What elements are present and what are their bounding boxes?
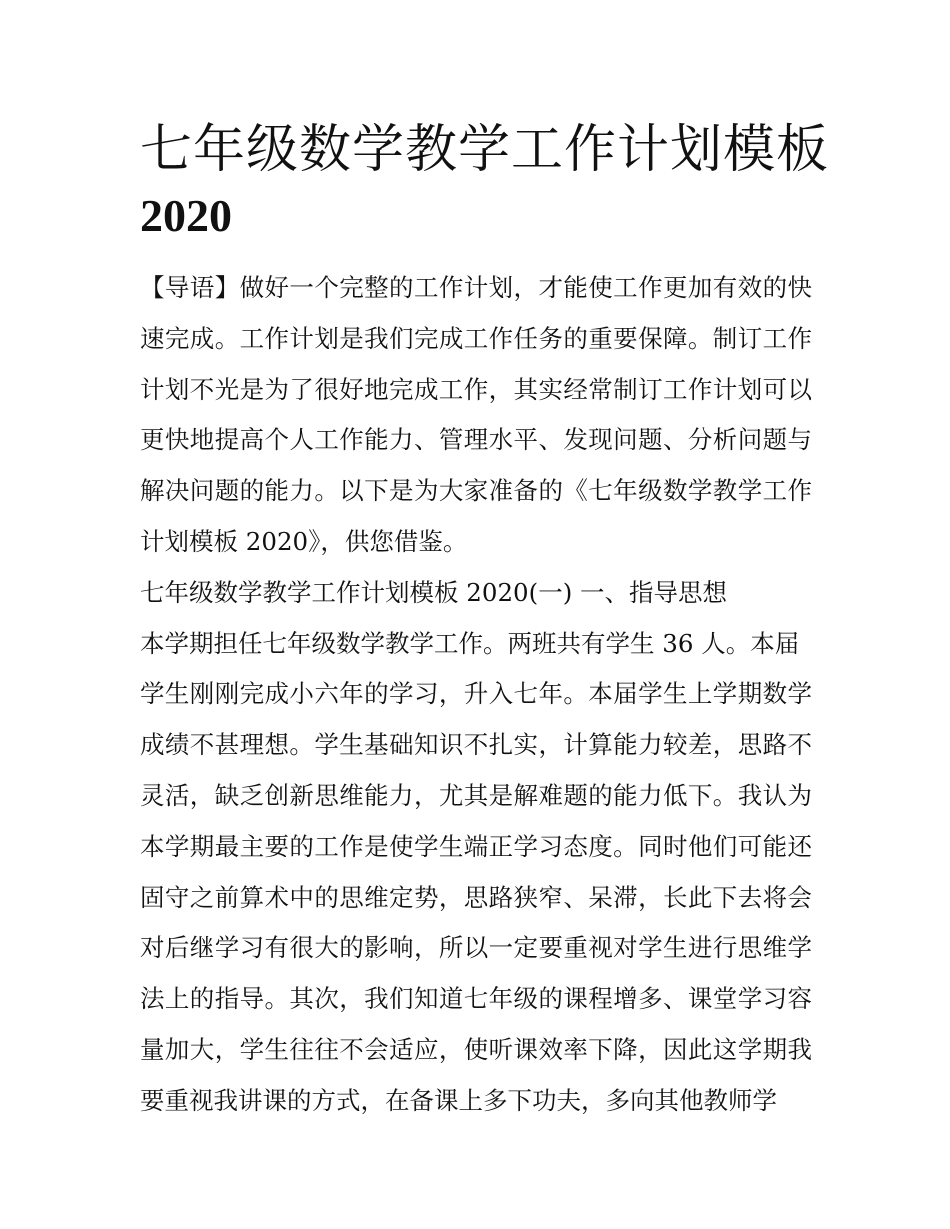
paragraph-line: 速完成。工作计划是我们完成工作任务的重要保障。制订工作 — [140, 323, 812, 353]
paragraph-line: 计划不光是为了很好地完成工作，其实经常制订工作计划可以 — [140, 374, 812, 404]
document-title-year: 2020 — [140, 190, 232, 241]
paragraph-line: 法上的指导。其次，我们知道七年级的课程增多、课堂学习容 — [140, 984, 812, 1014]
paragraph-line: 解决问题的能力。以下是为大家准备的《七年级数学教学工作 — [140, 476, 812, 506]
paragraph-line: 七年级数学教学工作计划模板 2020(一) 一、指导思想 — [140, 577, 728, 607]
paragraph-line: 本学期担任七年级数学教学工作。两班共有学生 36 人。本届 — [140, 628, 800, 658]
paragraph-line: 更快地提高个人工作能力、管理水平、发现问题、分析问题与 — [140, 425, 812, 455]
paragraph-line: 【导语】做好一个完整的工作计划，才能使工作更加有效的快 — [140, 273, 812, 302]
paragraph-line: 本学期最主要的工作是使学生端正学习态度。同时他们可能还 — [140, 831, 812, 861]
paragraph-line: 要重视我讲课的方式，在备课上多下功夫，多向其他教师学 — [140, 1085, 777, 1115]
paragraph-line: 计划模板 2020》，供您借鉴。 — [140, 527, 468, 556]
paragraph-line: 量加大，学生往往不会适应，使听课效率下降，因此这学期我 — [140, 1035, 812, 1064]
paragraph-line: 灵活，缺乏创新思维能力，尤其是解难题的能力低下。我认为 — [140, 781, 812, 810]
paragraph-line: 成绩不甚理想。学生基础知识不扎实，计算能力较差，思路不 — [140, 730, 812, 760]
paragraph-line: 学生刚刚完成小六年的学习，升入七年。本届学生上学期数学 — [140, 679, 812, 709]
paragraph-line: 对后继学习有很大的影响，所以一定要重视对学生进行思维学 — [140, 933, 812, 963]
document-title: 七年级数学教学工作计划模板 — [140, 120, 830, 180]
paragraph-line: 固守之前算术中的思维定势，思路狭窄、呆滞，长此下去将会 — [140, 882, 812, 912]
